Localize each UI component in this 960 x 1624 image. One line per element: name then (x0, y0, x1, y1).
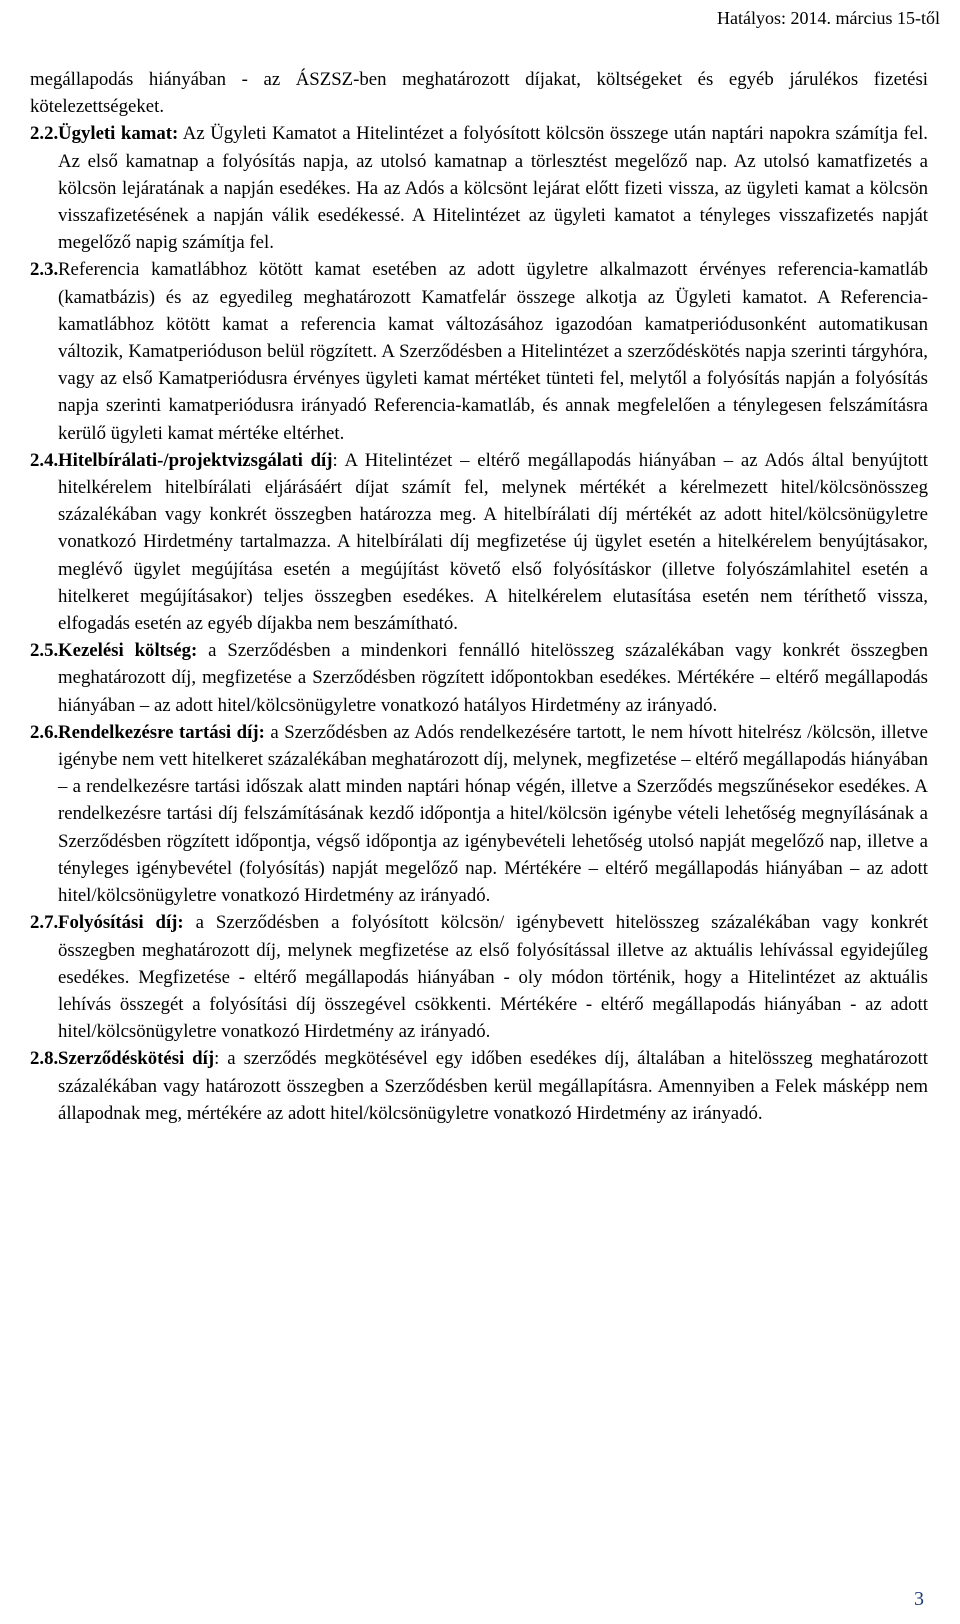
section-2-5 (30, 637, 928, 719)
section-heading: Hitelbírálati-/projektvizsgálati díj (58, 449, 333, 471)
section-number: 2.6. (30, 721, 59, 743)
section-text: a Szerződésben a folyósított kölcsön/ igénybevett hitelösszeg százalékában vagy konkrét összegben meghatározott díj, melynek megfizetése az első folyósítással illetve az aktuális lehívással egyidejűleg esedékes. Megfizetése - eltérő megállapodás hiányában - oly módon történik, hogy a Hitelintézet az aktuális lehívás összegét a folyósítási díj összegével csökkenti. Mértékére - eltérő megállapodás hiányában - az adott hitel/kölcsönügyletre vonatkozó Hirdetmény az irányadó. (58, 912, 928, 1043)
section-text: a Szerződésben az Adós rendelkezésére tartott, le nem hívott hitelrész /kölcsön, illetve igénybe nem vett hitelkeret százalékában meghatározott díj, melynek, megfizetése – eltérő megállapodás hiányában – a rendelkezésre tartási időszak alatt minden naptári hónap végén, illetve a Szerződés megszűnésekor esedékes. A rendelkezésre tartási díj felszámításának kezdő időpontja a hitel/kölcsön igénybe vételi lehetőség megnyílásának a Szerződésben rögzített időpontja, végső időpontja az igénybevételi lehetőség utolsó napját megelőző nap, illetve a tényleges igénybevétel (folyósítás) napját megelőző nap. Mértékére – eltérő megállapodás hiányában – az adott hitel/kölcsönügyletre vonatkozó Hirdetmény az irányadó. (58, 721, 928, 907)
section-2-7 (30, 909, 928, 1045)
document-body (30, 66, 928, 1127)
page-number: 3 (914, 1588, 924, 1610)
section-2-8 (30, 1045, 928, 1127)
section-text: Az Ügyleti Kamatot a Hitelintézet a folyósított kölcsön összege után naptári napokra számítja fel. Az első kamatnap a folyósítás napja, az utolsó kamatnap a törlesztést megelőző nap. Az utolsó kamatfizetés a kölcsön lejáratának a napján esedékes. Ha az Adós a kölcsönt lejárat előtt fizeti vissza, az ügyleti kamat a kölcsön visszafizetésének a napján válik esedékessé. A Hitelintézet az ügyleti kamatot a tényleges visszafizetés napját megelőző napig számítja fel. (58, 123, 929, 254)
section-text: : A Hitelintézet – eltérő megállapodás hiányában – az Adós által benyújtott hitelkérelem hitelbírálati eljárásáért díjat számít fel, melynek mértékét a kérelmezett hitel/kölcsönösszeg százalékában vagy konkrét összegben határozza meg. A hitelbírálati díj mértékét az adott hitel/kölcsönügyletre vonatkozó Hirdetmény tartalmazza. A hitelbírálati díj megfizetése új ügylet esetén a hitelkérelem benyújtásakor, meglévő ügylet megújítása esetén a megújítást követő első folyósításkor (illetve folyószámlahitel esetén a hitelkeret megújításakor) teljes összegben esedékes. A hitelkérelem elutasítása esetén nem téríthető vissza, elfogadás esetén az egyéb díjakba nem beszámítható. (58, 449, 928, 635)
section-number: 2.4. (30, 449, 59, 471)
section-heading: Rendelkezésre tartási díj: (58, 721, 265, 743)
section-heading: Folyósítási díj: (58, 912, 184, 934)
section-number: 2.2. (30, 123, 59, 145)
section-2-4 (30, 447, 928, 637)
effective-date-header: Hatályos: 2014. március 15-től (717, 8, 940, 28)
section-2-2 (30, 120, 928, 256)
section-text: : a szerződés megkötésével egy időben esedékes díj, általában a hitelösszeg meghatározott százalékában vagy határozott összegben a Szerződésben kerül megállapításra. Amennyiben a Felek másképp nem állapodnak meg, mértékére az adott hitel/kölcsönügyletre vonatkozó Hirdetmény az irányadó. (58, 1048, 928, 1124)
section-number: 2.5. (30, 640, 59, 662)
section-text: Referencia kamatlábhoz kötött kamat esetében az adott ügyletre alkalmazott érvényes referencia-kamatláb (kamatbázis) és az egyedileg meghatározott Kamatfelár összege alkotja az Ügyleti kamatot. A Referencia-kamatlábhoz kötött kamat a referencia kamat változásához igazodóan kamatperiódusonként automatikusan változik, Kamatperióduson belül rögzített. A Szerződésben a Hitelintézet a szerződéskötés napja szerinti tárgyhóra, vagy az első Kamatperiódusra érvényes ügyleti kamat mértéket tünteti fel, melytől a folyósítás napján a folyósítás napja szerinti kamatperiódusra irányadó Referencia-kamatláb, és annak megfelelően a ténylegesen felszámításra kerülő ügyleti kamat mértéke eltérhet. (58, 259, 928, 444)
section-number: 2.7. (30, 912, 59, 934)
section-heading: Szerződéskötési díj (58, 1048, 215, 1070)
section-heading: Ügyleti kamat: (58, 123, 179, 145)
section-number: 2.8. (30, 1048, 59, 1070)
section-heading: Kezelési költség: (58, 640, 198, 662)
intro-paragraph: megállapodás hiányában - az ÁSZSZ-ben meghatározott díjakat, költségeket és egyéb járulékos fizetési kötelezettségeket. (30, 69, 928, 118)
section-2-3 (30, 256, 928, 446)
section-text: a Szerződésben a mindenkori fennálló hitelösszeg százalékában vagy konkrét összegben meghatározott díj, megfizetése a Szerződésben rögzített időpontokban esedékes. Mértékére – eltérő megállapodás hiányában – az adott hitel/kölcsönügyletre vonatkozó hatályos Hirdetmény az irányadó. (58, 640, 928, 716)
section-number: 2.3. (30, 259, 59, 281)
section-2-6 (30, 719, 928, 909)
